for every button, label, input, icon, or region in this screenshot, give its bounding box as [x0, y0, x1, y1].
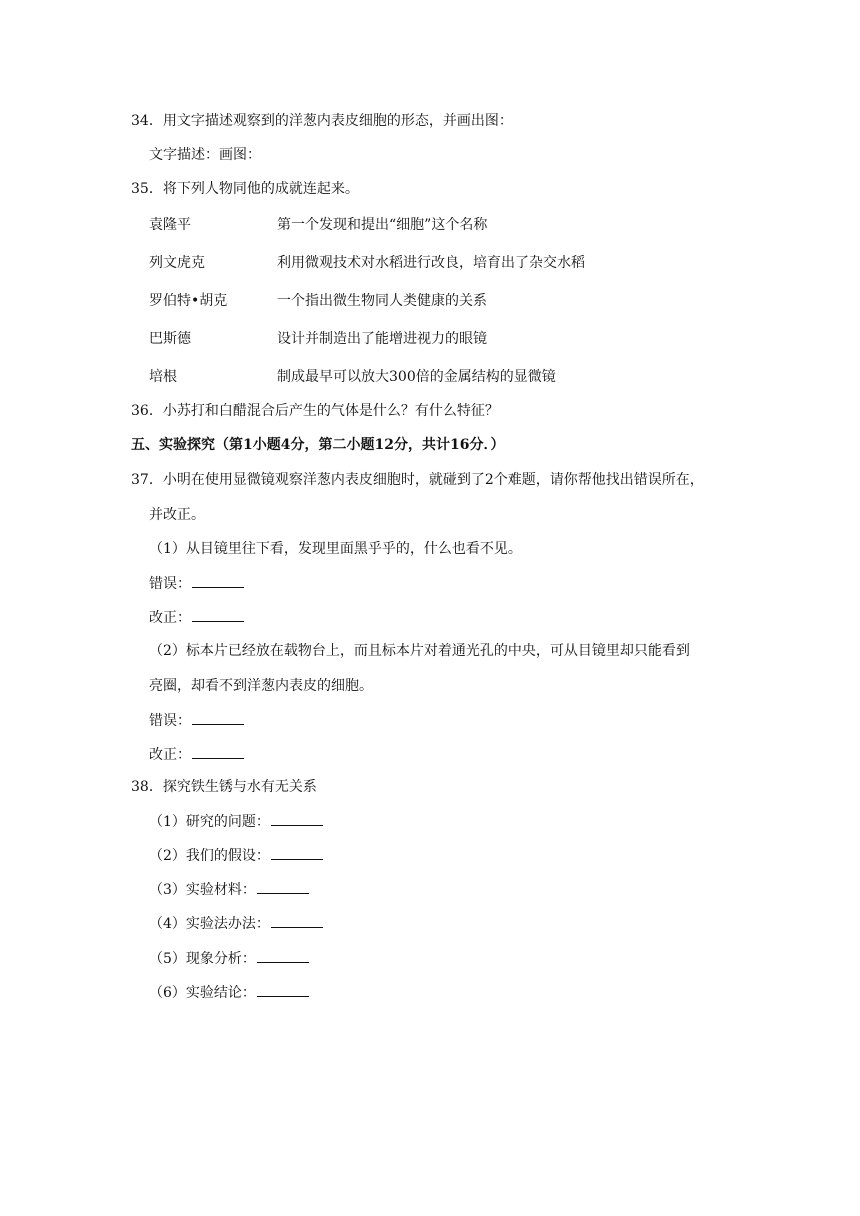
fix-label: 改正： — [149, 747, 191, 763]
section-heading: 五、实验探究（第1小题4分，第二小题12分，共计16分．） — [131, 437, 505, 453]
answer-blank[interactable] — [271, 845, 323, 860]
question-36: 36．小苏打和白醋混合后产生的气体是什么？有什么特征？ — [131, 403, 499, 419]
achievement-text: 第一个发现和提出“细胞”这个名称 — [277, 217, 488, 233]
answer-blank[interactable] — [192, 744, 244, 759]
question-37-part-2: （2）标本片已经放在载物台上，而且标本片对着通光孔的中央，可从目镜里却只能看到 — [149, 643, 690, 659]
fix-label: 改正： — [149, 610, 191, 626]
answer-blank[interactable] — [257, 879, 309, 894]
person-name: 培根 — [149, 369, 177, 385]
person-name: 袁隆平 — [149, 217, 191, 233]
answer-row — [149, 845, 323, 865]
question-37-cont: 并改正。 — [149, 507, 205, 523]
answer-row — [149, 811, 323, 831]
answer-blank[interactable] — [192, 573, 244, 588]
person-name: 罗伯特•胡克 — [149, 293, 228, 309]
achievement-text: 一个指出微生物同人类健康的关系 — [277, 293, 487, 309]
error-label: 错误： — [149, 576, 191, 592]
answer-blank[interactable] — [271, 913, 323, 928]
answer-row — [149, 879, 309, 899]
item-label: （6）实验结论： — [149, 985, 256, 1001]
achievement-text: 利用微观技术对水稻进行改良，培育出了杂交水稻 — [277, 255, 585, 271]
achievement-text: 制成最早可以放大300倍的金属结构的显微镜 — [277, 369, 556, 385]
question-37-part-2-cont: 亮圈，却看不到洋葱内表皮的细胞。 — [149, 678, 373, 694]
answer-row — [149, 710, 244, 730]
answer-row — [149, 573, 244, 593]
answer-blank[interactable] — [192, 710, 244, 725]
answer-row — [149, 607, 244, 627]
item-label: （4）实验法办法： — [149, 916, 270, 932]
answer-blank[interactable] — [192, 607, 244, 622]
question-35: 35．将下列人物同他的成就连起来。 — [131, 181, 359, 197]
answer-row — [149, 913, 323, 933]
item-label: （1）研究的问题： — [149, 814, 270, 830]
question-37-part-1: （1）从目镜里往下看，发现里面黑乎乎的，什么也看不见。 — [149, 541, 522, 557]
answer-row — [149, 948, 309, 968]
item-label: （3）实验材料： — [149, 882, 256, 898]
question-38: 38．探究铁生锈与水有无关系 — [131, 779, 317, 795]
person-name: 巴斯德 — [149, 331, 191, 347]
answer-row — [149, 744, 244, 764]
question-34: 34．用文字描述观察到的洋葱内表皮细胞的形态，并画出图： — [131, 113, 513, 129]
achievement-text: 设计并制造出了能增进视力的眼镜 — [277, 331, 487, 347]
item-label: （2）我们的假设： — [149, 848, 270, 864]
question-34-sub: 文字描述：画图： — [149, 147, 261, 163]
item-label: （5）现象分析： — [149, 951, 256, 967]
question-37: 37．小明在使用显微镜观察洋葱内表皮细胞时，就碰到了2个难题，请你帮他找出错误所在， — [131, 472, 704, 488]
answer-row — [149, 982, 309, 1002]
answer-blank[interactable] — [257, 982, 309, 997]
answer-blank[interactable] — [257, 948, 309, 963]
person-name: 列文虎克 — [149, 255, 205, 271]
error-label: 错误： — [149, 713, 191, 729]
answer-blank[interactable] — [271, 811, 323, 826]
